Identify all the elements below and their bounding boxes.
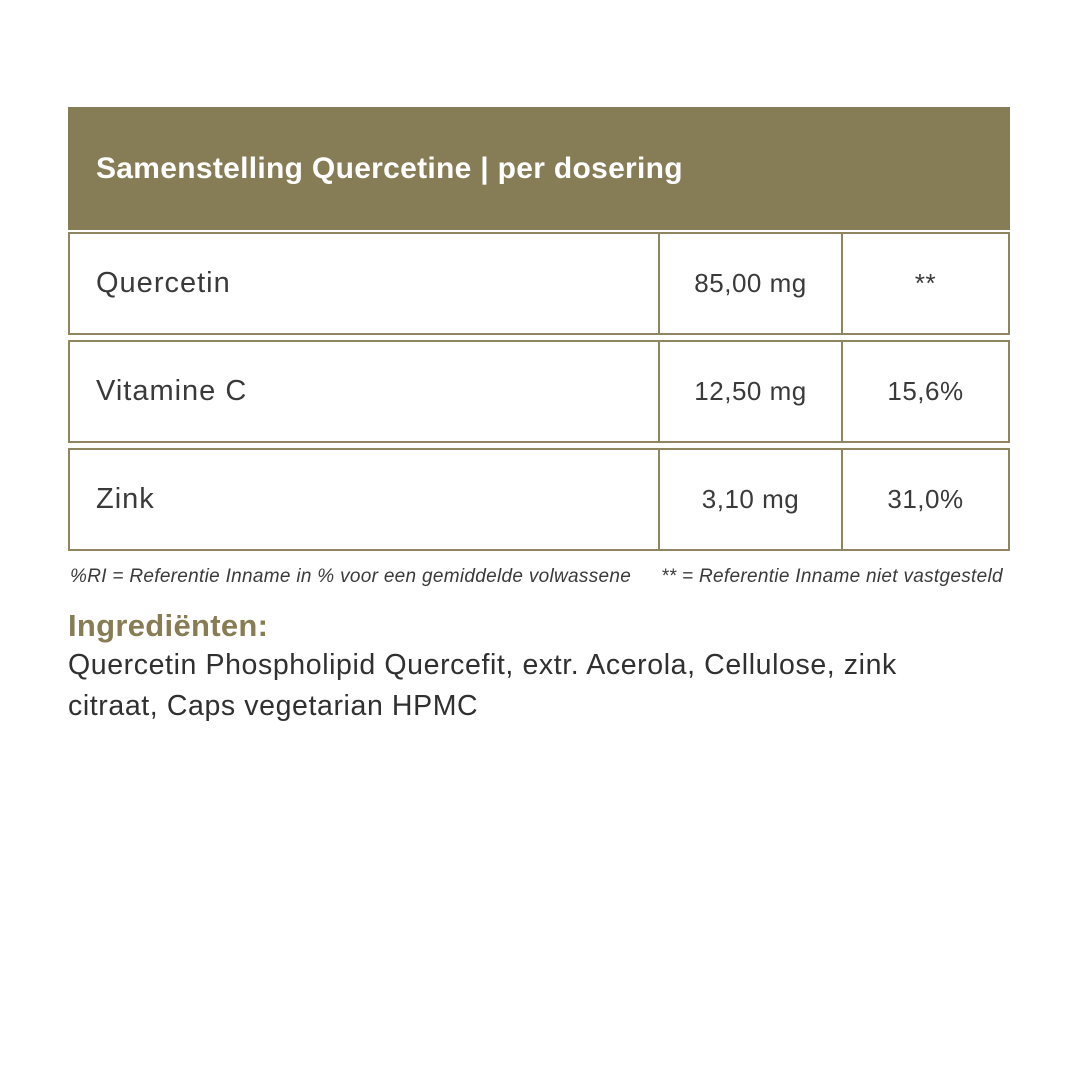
table-row [68, 448, 1010, 551]
table-header [68, 107, 1010, 230]
ingredient-amount: 12,50 mg [658, 342, 843, 441]
footnote [70, 566, 1003, 588]
ingredient-ri: ** [914, 268, 937, 298]
table-title: Samenstelling Quercetine | per dosering [96, 151, 683, 185]
ingredients-heading: Ingrediënten: [68, 608, 269, 643]
ingredients-text [68, 645, 897, 727]
ingredients-line: citraat, Caps vegetarian HPMC [68, 690, 479, 722]
table-row [68, 232, 1010, 335]
ingredients-line: Quercetin Phospholipid Quercefit, extr. Acerola, Cellulose, zink [68, 649, 897, 681]
footnote-ri-definition: %RI = Referentie Inname in % voor een gemiddelde volwassene [70, 566, 632, 587]
supplement-table [68, 107, 1010, 551]
footnote-asterisk-definition: ** = Referentie Inname niet vastgesteld [661, 566, 1003, 587]
ingredient-name: Zink [96, 483, 155, 515]
table-row [68, 340, 1010, 443]
ingredient-amount: 85,00 mg [658, 234, 843, 333]
ingredient-name: Vitamine C [96, 375, 248, 407]
ingredient-ri: 15,6% [887, 376, 964, 406]
ingredient-amount: 3,10 mg [658, 450, 843, 549]
ingredient-name: Quercetin [96, 267, 231, 299]
ingredient-ri: 31,0% [887, 484, 964, 514]
